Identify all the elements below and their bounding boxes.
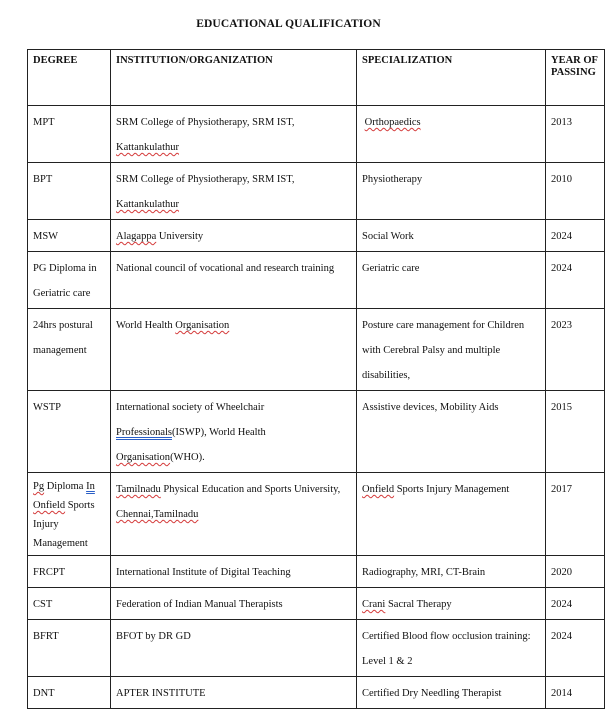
degree-cell: CST: [28, 588, 111, 620]
institution-cell: APTER INSTITUTE: [111, 677, 357, 709]
header-specialization: SPECIALIZATION: [357, 50, 546, 106]
year-cell: 2024: [546, 588, 605, 620]
degree-cell: 24hrs postural management: [28, 309, 111, 391]
year-cell: 2020: [546, 556, 605, 588]
degree-cell: MPT: [28, 106, 111, 163]
year-cell: 2010: [546, 163, 605, 220]
institution-cell: International society of Wheelchair Professionals(ISWP), World Health Organisation(WHO).: [111, 391, 357, 473]
education-table: [27, 49, 605, 709]
year-cell: 2015: [546, 391, 605, 473]
specialization-cell: Posture care management for Children with Cerebral Palsy and multiple disabilities,: [357, 309, 546, 391]
year-cell: 2024: [546, 220, 605, 252]
table-row: [28, 220, 605, 252]
institution-cell: Federation of Indian Manual Therapists: [111, 588, 357, 620]
degree-cell: WSTP: [28, 391, 111, 473]
institution-cell: International Institute of Digital Teaching: [111, 556, 357, 588]
specialization-cell: Assistive devices, Mobility Aids: [357, 391, 546, 473]
degree-cell: Pg Diploma In Onfield Sports Injury Management: [28, 473, 111, 556]
year-cell: 2017: [546, 473, 605, 556]
year-cell: 2013: [546, 106, 605, 163]
specialization-cell: Orthopaedics: [357, 106, 546, 163]
degree-cell: BFRT: [28, 620, 111, 677]
table-row: [28, 620, 605, 677]
institution-cell: Tamilnadu Physical Education and Sports University, Chennai,Tamilnadu: [111, 473, 357, 556]
institution-cell: National council of vocational and research training: [111, 252, 357, 309]
year-cell: 2014: [546, 677, 605, 709]
year-cell: 2024: [546, 620, 605, 677]
specialization-cell: Physiotherapy: [357, 163, 546, 220]
table-row: [28, 677, 605, 709]
table-row: [28, 252, 605, 309]
header-degree: DEGREE: [28, 50, 111, 106]
table-row: [28, 391, 605, 473]
specialization-cell: Radiography, MRI, CT-Brain: [357, 556, 546, 588]
institution-cell: SRM College of Physiotherapy, SRM IST, Kattankulathur: [111, 163, 357, 220]
header-institution: INSTITUTION/ORGANIZATION: [111, 50, 357, 106]
year-cell: 2024: [546, 252, 605, 309]
institution-cell: BFOT by DR GD: [111, 620, 357, 677]
page-title: EDUCATIONAL QUALIFICATION: [196, 18, 381, 30]
degree-cell: BPT: [28, 163, 111, 220]
specialization-cell: Crani Sacral Therapy: [357, 588, 546, 620]
degree-cell: FRCPT: [28, 556, 111, 588]
degree-cell: DNT: [28, 677, 111, 709]
table-row: [28, 106, 605, 163]
table-row: [28, 163, 605, 220]
table-row: [28, 556, 605, 588]
specialization-cell: Onfield Sports Injury Management: [357, 473, 546, 556]
header-row: [28, 50, 605, 106]
specialization-cell: Certified Blood flow occlusion training: Level 1 & 2: [357, 620, 546, 677]
header-year: YEAR OF PASSING: [546, 50, 605, 106]
degree-cell: PG Diploma in Geriatric care: [28, 252, 111, 309]
table-row: [28, 309, 605, 391]
table-row: [28, 473, 605, 556]
institution-cell: SRM College of Physiotherapy, SRM IST, Kattankulathur: [111, 106, 357, 163]
institution-cell: World Health Organisation: [111, 309, 357, 391]
specialization-cell: Geriatric care: [357, 252, 546, 309]
institution-cell: Alagappa University: [111, 220, 357, 252]
degree-cell: MSW: [28, 220, 111, 252]
year-cell: 2023: [546, 309, 605, 391]
specialization-cell: Social Work: [357, 220, 546, 252]
specialization-cell: Certified Dry Needling Therapist: [357, 677, 546, 709]
table-row: [28, 588, 605, 620]
